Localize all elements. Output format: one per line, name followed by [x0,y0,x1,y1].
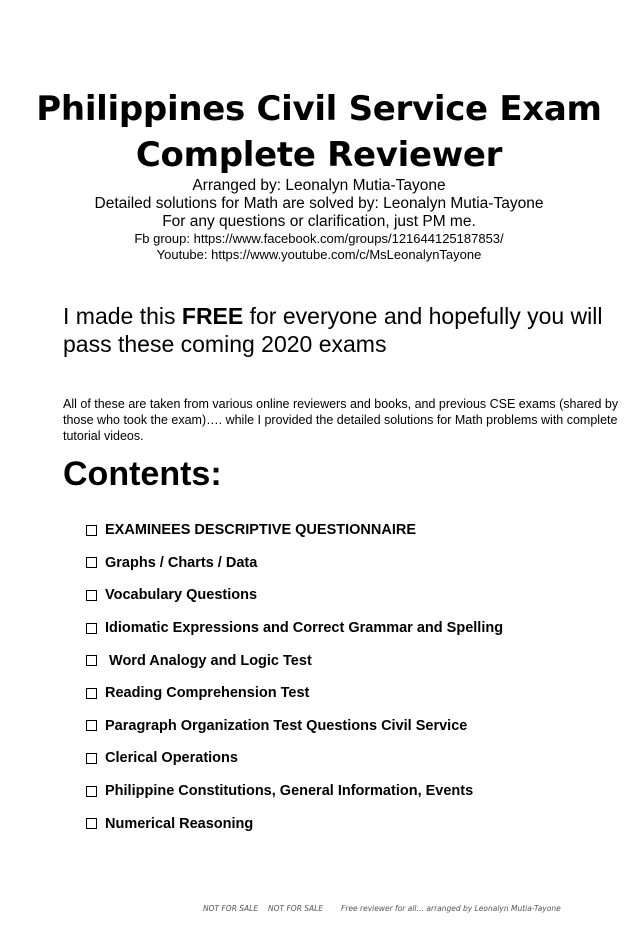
checkbox-icon [86,688,97,699]
list-item[interactable] [86,807,503,840]
list-item-label: Idiomatic Expressions and Correct Grammar and Spelling [105,620,504,637]
footer-not-for-sale-1: NOT FOR SALE [203,904,259,913]
page-title [0,86,638,178]
list-item-label: Vocabulary Questions [105,587,258,604]
list-item[interactable] [86,677,503,710]
intro-before: I made this [63,303,182,329]
youtube-link[interactable]: Youtube: https://www.youtube.com/c/MsLeonalynTayone [156,247,482,262]
title-line-1: Philippines Civil Service Exam [36,89,602,129]
checkbox-icon [86,818,97,829]
list-item[interactable] [86,742,503,775]
contents-list [86,514,503,840]
list-item-label: Graphs / Charts / Data [105,554,258,571]
intro-statement [63,302,623,358]
list-item-label: EXAMINEES DESCRIPTIVE QUESTIONNAIRE [105,522,416,539]
list-item[interactable] [86,644,503,677]
checkbox-icon [86,525,97,536]
checkbox-icon [86,720,97,731]
list-item-label: Word Analogy and Logic Test [105,652,312,669]
list-item[interactable] [86,547,503,580]
list-item-label: Paragraph Organization Test Questions Civil Service [105,717,468,734]
checkbox-icon [86,590,97,601]
contents-heading: Contents: [63,455,222,493]
list-item[interactable] [86,514,503,547]
list-item[interactable] [86,579,503,612]
credits-block [0,177,638,263]
arranged-by-text: Arranged by: Leonalyn Mutia-Tayone [192,177,446,194]
intro-emphasis: FREE [181,303,244,329]
list-item-label: Clerical Operations [105,750,238,767]
fb-group-link[interactable]: Fb group: https://www.facebook.com/groups/121644125187853/ [134,231,504,246]
checkbox-icon [86,753,97,764]
checkbox-icon [86,557,97,568]
contact-text: For any questions or clarification, just PM me. [162,213,476,230]
list-item[interactable] [86,710,503,743]
list-item-label: Philippine Constitutions, General Information, Events [105,783,474,800]
footer-not-for-sale-2: NOT FOR SALE [268,904,324,913]
checkbox-icon [86,655,97,666]
list-item[interactable] [86,612,503,645]
title-line-2: Complete Reviewer [135,135,503,175]
sources-note: All of these are taken from various online reviewers and books, and previous CSE exams (shared by those who took the exam)…. while I provided the detailed solutions for Math problems with complete tutorial videos. [63,397,619,443]
checkbox-icon [86,786,97,797]
list-item-label: Numerical Reasoning [105,815,254,832]
footer-free-note: Free reviewer for all… arranged by Leonalyn Mutia-Tayone [341,904,561,913]
solutions-by-text: Detailed solutions for Math are solved by: Leonalyn Mutia-Tayone [94,195,544,212]
intro-after: for everyone and hopefully you will pass these coming 2020 exams [63,303,603,357]
checkbox-icon [86,623,97,634]
list-item-label: Reading Comprehension Test [105,685,310,702]
list-item[interactable] [86,775,503,808]
